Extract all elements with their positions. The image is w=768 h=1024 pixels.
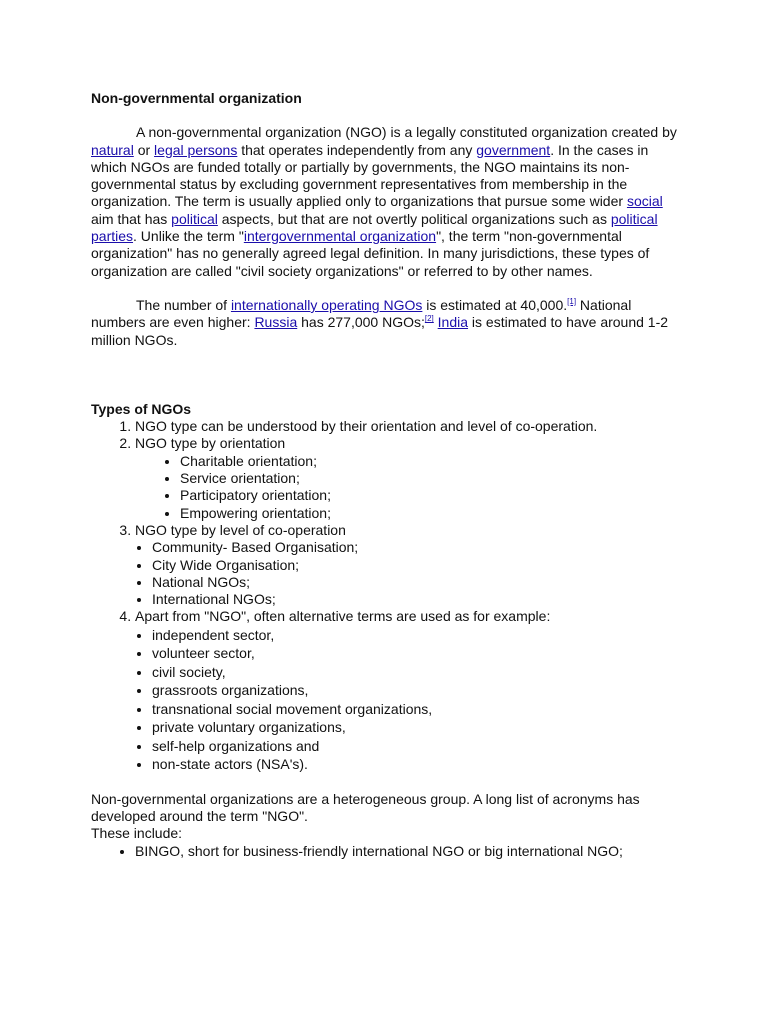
types-item-4 <box>135 608 681 773</box>
types-item-2 <box>135 435 681 521</box>
list-item: • self-help organizations and <box>152 737 681 756</box>
numbers-text-6: is estimated to have around 1-2 million NGOs. <box>91 314 669 348</box>
list-item: • Empowering orientation; <box>180 505 681 522</box>
list-item: • non-state actors (NSA's). <box>152 755 681 774</box>
these-include-label: These include: <box>91 825 183 842</box>
cooperation-list <box>135 539 681 608</box>
list-item: • Participatory orientation; <box>180 487 681 504</box>
link-india[interactable]: India <box>437 314 469 331</box>
link-government[interactable]: government <box>476 141 551 158</box>
numbers-text-2: is estimated at 40,000. <box>422 296 568 313</box>
reference-1[interactable]: [1] <box>567 296 577 306</box>
types-list <box>91 418 681 774</box>
link-political[interactable]: political <box>171 210 218 227</box>
link-legal-persons[interactable]: legal persons <box>154 141 238 158</box>
types-item-1-text: NGO type can be understood by their orientation and level of co-operation. <box>135 418 598 435</box>
list-item: • International NGOs; <box>152 591 681 608</box>
numbers-text-4: has 277,000 NGOs; <box>297 314 425 331</box>
link-intergovernmental-organization[interactable]: intergovernmental organization <box>243 228 437 245</box>
orientation-list <box>135 453 681 522</box>
link-political-parties[interactable]: political parties <box>91 210 658 245</box>
list-item: • private voluntary organizations, <box>152 718 681 737</box>
intro-text-2: or <box>133 141 155 158</box>
link-natural[interactable]: natural <box>91 141 134 158</box>
document-title: Non-governmental organization <box>91 90 302 106</box>
intro-text-4: . In the cases in which NGOs are funded totally or partially by governments, the NGO maintains its non-governmental status by excluding government representatives from membership in the organization. The term is usually applied only to organizations that pursue some wider <box>91 141 649 210</box>
intro-text-7: . Unlike the term " <box>133 228 244 245</box>
intro-text-8: ", the term "non-governmental organization" has no generally agreed legal definition. In many jurisdictions, these types of organization are called "civil society organizations" or referred to by other names. <box>91 228 650 279</box>
intro-text-5: aim that has <box>91 210 172 227</box>
types-item-3-text: NGO type by level of co-operation <box>135 521 346 538</box>
acronyms-list <box>91 843 681 860</box>
list-item: • Service orientation; <box>180 470 681 487</box>
types-heading: Types of NGOs <box>91 400 192 417</box>
list-item: • grassroots organizations, <box>152 681 681 700</box>
alternatives-list <box>135 626 681 774</box>
intro-text-6: aspects, but that are not overtly political organizations such as <box>217 210 611 227</box>
link-internationally-operating-ngos[interactable]: internationally operating NGOs <box>230 296 423 313</box>
list-item: • independent sector, <box>152 626 681 645</box>
list-item: • City Wide Organisation; <box>152 557 681 574</box>
closing-paragraph: Non-governmental organizations are a heterogeneous group. A long list of acronyms has developed around the term "NGO". <box>91 790 640 825</box>
reference-2[interactable]: [2] <box>424 314 434 324</box>
types-item-2-text: NGO type by orientation <box>135 435 286 452</box>
list-item: • volunteer sector, <box>152 644 681 663</box>
link-social[interactable]: social <box>626 193 663 210</box>
list-item: • Community- Based Organisation; <box>152 539 681 556</box>
types-item-4-text: Apart from "NGO", often alternative terms are used as for example: <box>135 608 551 625</box>
types-item-3 <box>135 522 681 608</box>
intro-text-1: A non-governmental organization (NGO) is a legally constituted organization created by <box>136 124 677 141</box>
intro-paragraph <box>91 124 681 280</box>
list-item: • civil society, <box>152 663 681 682</box>
list-item: • National NGOs; <box>152 574 681 591</box>
link-russia[interactable]: Russia <box>254 314 298 331</box>
list-item: • transnational social movement organizations, <box>152 700 681 719</box>
types-item-1 <box>135 418 681 435</box>
numbers-paragraph <box>91 297 681 349</box>
list-item: • Charitable orientation; <box>180 453 681 470</box>
numbers-text-1: The number of <box>136 296 231 313</box>
intro-text-3: that operates independently from any <box>237 141 477 158</box>
numbers-text-3: National numbers are even higher: <box>91 296 632 331</box>
document-page <box>91 90 681 860</box>
list-item: • BINGO, short for business-friendly international NGO or big international NGO; <box>135 843 681 860</box>
